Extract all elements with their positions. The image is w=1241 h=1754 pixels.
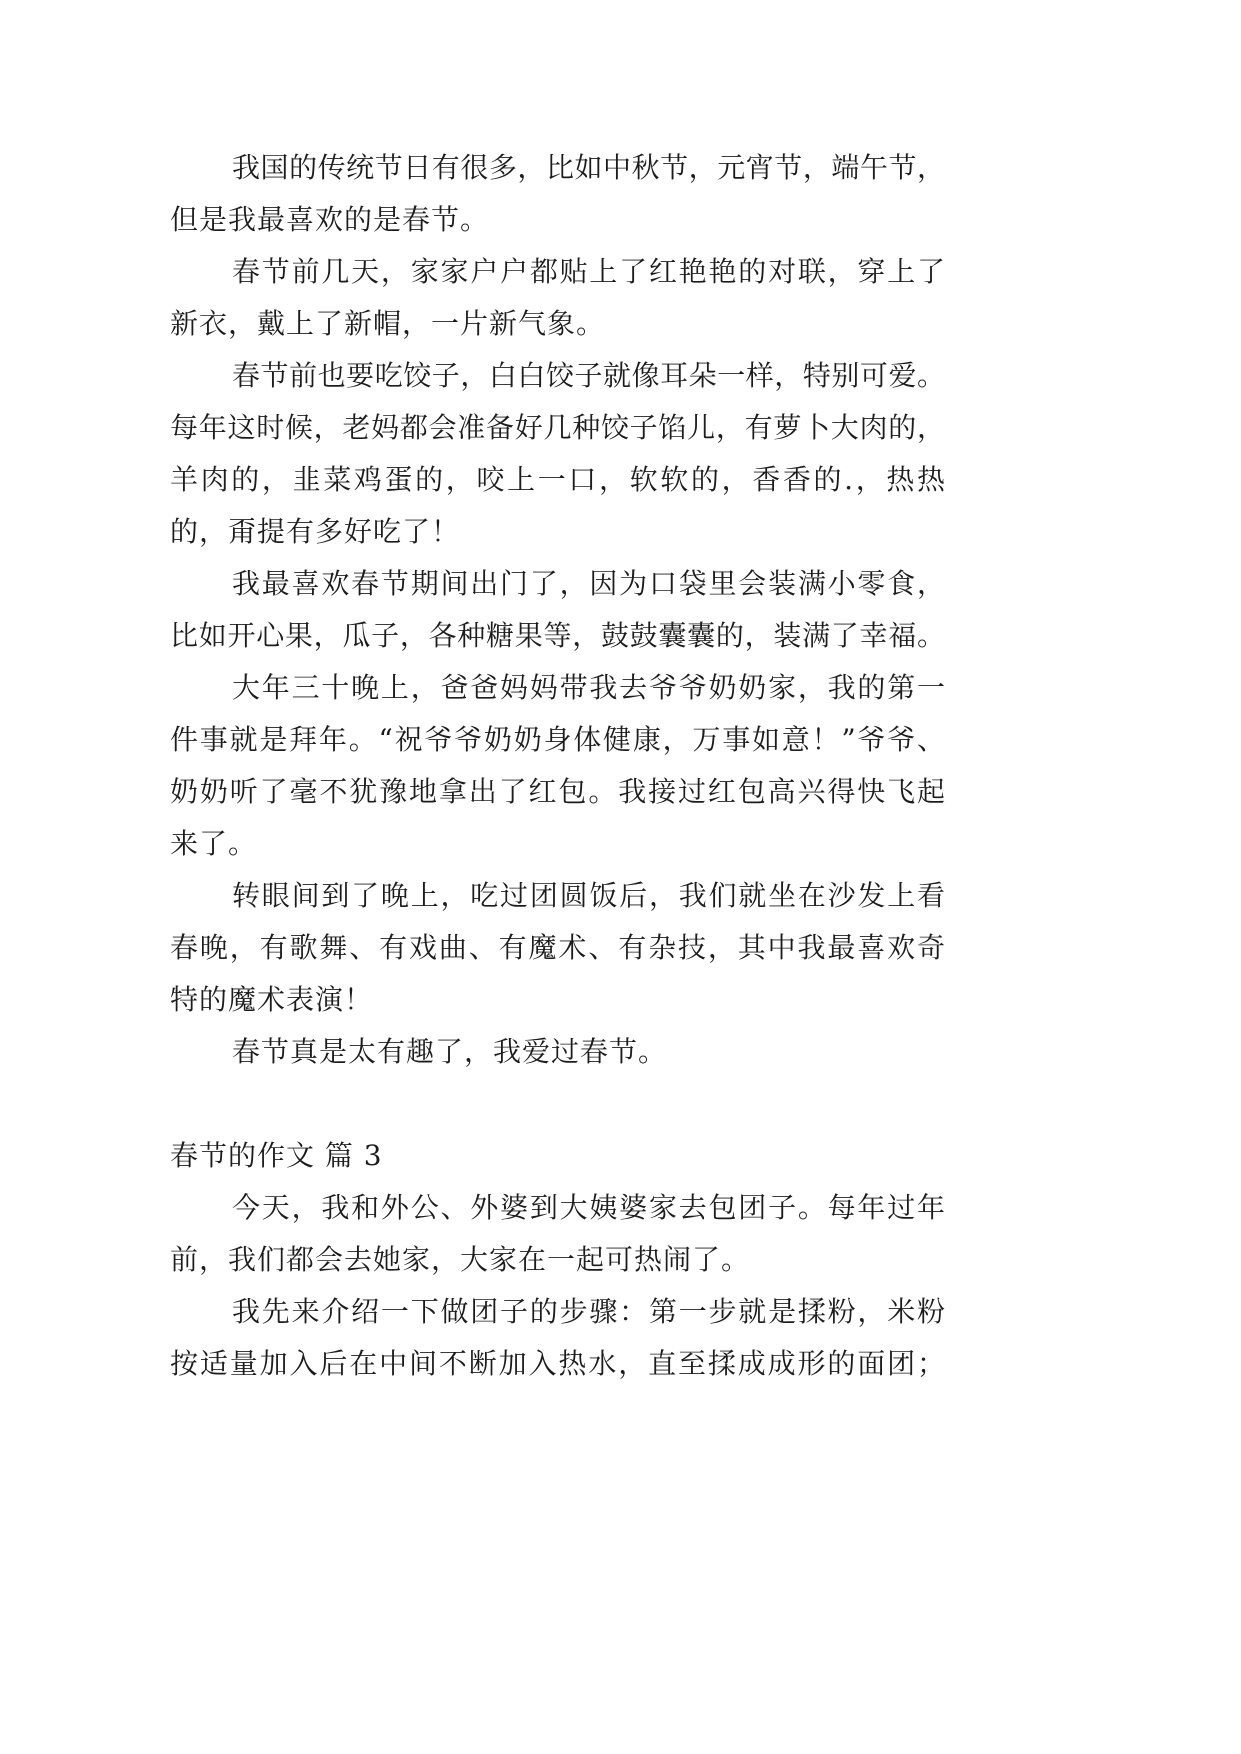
text-line: 按适量加入后在中间不断加入热水，直至揉成成形的面团； (170, 1347, 945, 1380)
paragraph (170, 558, 945, 662)
text-line: 我先来介绍一下做团子的步骤：第一步就是揉粉，米粉 (232, 1295, 945, 1328)
paragraph (170, 246, 945, 350)
paragraph (170, 1286, 945, 1390)
text-line: 春晚，有歌舞、有戏曲、有魔术、有杂技，其中我最喜欢奇 (170, 931, 945, 964)
text-line: 今天，我和外公、外婆到大姨婆家去包团子。每年过年 (232, 1191, 945, 1224)
text-line: 但是我最喜欢的是春节。 (170, 203, 490, 236)
text-line: 春节真是太有趣了，我爱过春节。 (232, 1035, 668, 1068)
text-line: 来了。 (170, 827, 258, 860)
document-body (170, 142, 945, 1390)
text-line: 羊肉的，韭菜鸡蛋的，咬上一口，软软的，香香的.，热热 (170, 463, 945, 496)
text-line: 前，我们都会去她家，大家在一起可热闹了。 (170, 1243, 751, 1276)
section-heading: 春节的作文 篇 3 (170, 1139, 383, 1172)
text-line: 件事就是拜年。“祝爷爷奶奶身体健康，万事如意！”爷爷、 (170, 723, 945, 756)
text-line: 春节前也要吃饺子，白白饺子就像耳朵一样，特别可爱。 (232, 359, 945, 392)
text-line: 新衣，戴上了新帽，一片新气象。 (170, 307, 606, 340)
blank-line (170, 1078, 945, 1130)
paragraph (170, 1182, 945, 1286)
text-line: 特的魔术表演！ (170, 983, 374, 1016)
paragraph (170, 350, 945, 558)
text-line: 我国的传统节日有很多，比如中秋节，元宵节，端午节， (232, 151, 945, 184)
paragraph (170, 142, 945, 246)
text-line: 大年三十晚上，爸爸妈妈带我去爷爷奶奶家，我的第一 (232, 671, 945, 704)
paragraph (170, 1026, 945, 1078)
paragraph (170, 662, 945, 870)
text-line: 转眼间到了晚上，吃过团圆饭后，我们就坐在沙发上看 (232, 879, 945, 912)
text-line: 每年这时候，老妈都会准备好几种饺子馅儿，有萝卜大肉的， (170, 411, 945, 444)
text-line: 比如开心果，瓜子，各种糖果等，鼓鼓囊囊的，装满了幸福。 (170, 619, 945, 652)
text-line: 我最喜欢春节期间出门了，因为口袋里会装满小零食， (232, 567, 945, 600)
text-line: 春节前几天，家家户户都贴上了红艳艳的对联，穿上了 (232, 255, 945, 288)
paragraph (170, 870, 945, 1026)
text-line: 的，甭提有多好吃了！ (170, 515, 461, 548)
text-line: 奶奶听了毫不犹豫地拿出了红包。我接过红包高兴得快飞起 (170, 775, 945, 808)
